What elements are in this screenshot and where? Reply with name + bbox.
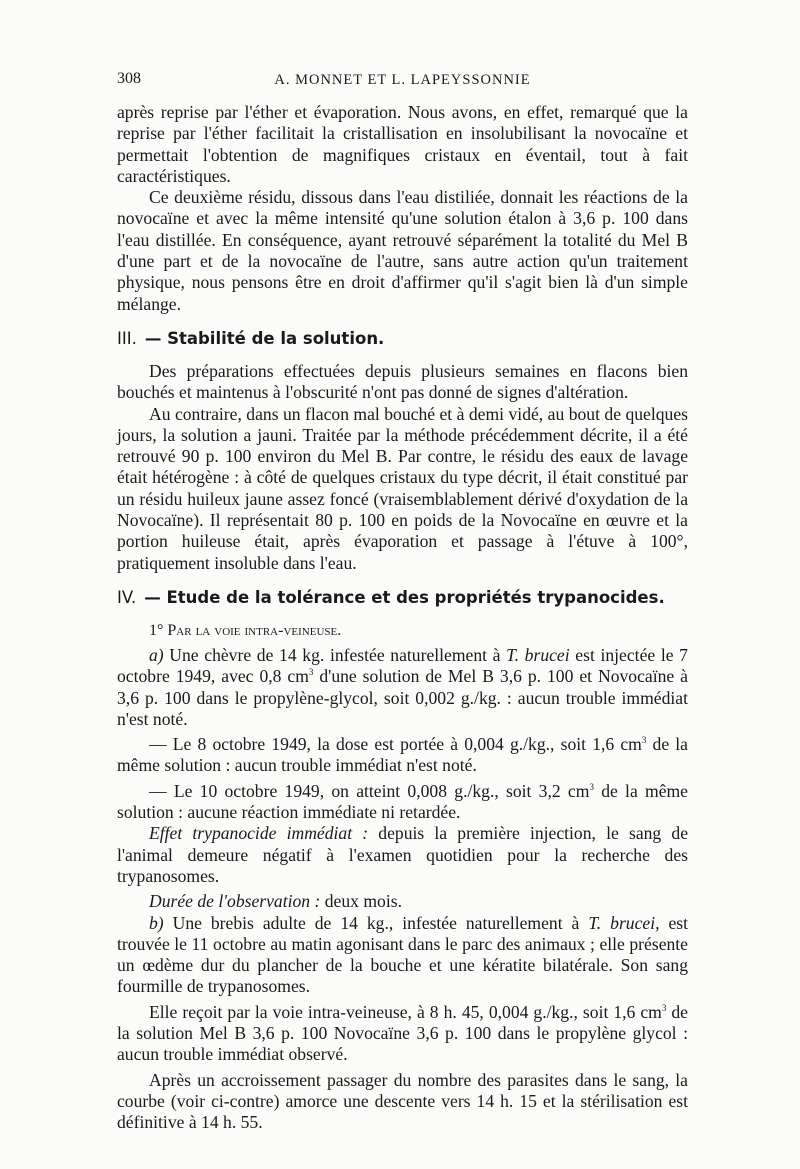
species-name: T. brucei, bbox=[588, 912, 660, 933]
paragraph-dose-oct8: — Le 8 octobre 1949, la dose est portée à 0,004 g./kg., soit 1,6 $cm^3$ de la même solution : aucun trouble immédiat n'est noté. bbox=[117, 734, 688, 776]
section-number: III. bbox=[117, 328, 137, 348]
paragraph-sterilisation: Après un accroissement passager du nombre des parasites dans le sang, la courbe (voir ci-contre) amorce une descente vers 14 h. 15 et la stérilisation est définitive à 14 h. 55. bbox=[117, 1069, 688, 1133]
subsection-title: Par la voie intra-veineuse. bbox=[167, 621, 342, 639]
subsection-heading bbox=[149, 620, 688, 641]
paragraph-contrary: Au contraire, dans un flacon mal bouché et à demi vidé, au bout de quelques jours, la solution a jauni. Traitée par la méthode précédemment décrite, il a été retrouvé 90 p. 100 environ du Mel B. Par contre, le résidu des eaux de lavage était hétérogène : à côté de quelques cristaux du type décrit, il était constitué par un résidu huileux jaune assez foncé (vraisemblablement dérivé d'oxydation de la Novocaïne). Il représentait 80 p. 100 en poids de la Novocaïne en œuvre et la portion huileuse était, après évaporation et passage à l'étuve à 100°, pratiquement insoluble dans l'eau. bbox=[117, 403, 688, 573]
paragraph-duration: Durée de l'observation : deux mois. bbox=[149, 891, 402, 912]
paragraph-injection: Elle reçoit par la voie intra-veineuse, à 8 h. 45, 0,004 g./kg., soit 1,6 $cm^3$ de la solution Mel B 3,6 p. 100 Novocaïne 3,6 p. 100 dans le propylène glycol : aucun trouble immédiat observé. bbox=[117, 1001, 688, 1065]
running-title: A. MONNET ET L. LAPEYSSONNIE bbox=[274, 72, 531, 88]
paragraph-second-residue: Ce deuxième résidu, dissous dans l'eau distiliée, donnait les réactions de la novocaïne et avec la même intensité qu'une solution étalon à 3,6 p. 100 dans l'eau distillée. En conséquence, ayant retrouvé séparément la totalité du Mel B d'une part et de la novocaïne de l'autre, sans autre action qu'un traitement physique, nous pensons être en droit d'affirmer qu'il s'agit bien là d'un simple mélange. bbox=[117, 187, 688, 314]
paragraph-preparations: Des préparations effectuées depuis plusieurs semaines en flacons bien bouchés et maintenus à l'obscurité n'ont pas donné de signes d'altération. bbox=[117, 360, 688, 403]
body-text bbox=[117, 102, 688, 1133]
effect-label: Effet trypanocide immédiat : bbox=[149, 823, 369, 844]
duration-label: Durée de l'observation : bbox=[149, 891, 321, 912]
paragraph-ewe: b) Une brebis adulte de 14 kg., infestée naturellement à T. brucei, est trouvée le 11 octobre au matin agonisant dans le parc des animaux ; elle présente un œdème dur du plancher de la bouche et une kératite bilatérale. Son sang fourmille de trypanosomes. bbox=[117, 912, 688, 997]
section-heading-stability bbox=[117, 329, 688, 349]
page-number: 308 bbox=[117, 70, 141, 87]
section-title: — Stabilité de la solution. bbox=[144, 328, 385, 348]
paragraph-goat: a) Une chèvre de 14 kg. infestée naturellement à T. brucei est injectée le 7 octobre 1949, avec 0,8 $cm^3$ d'une solution de Mel B 3,6 p. 100 et Novocaïne à 3,6 p. 100 dans le propylène-glycol, soit 0,002 g./kg. : aucun trouble immédiat n'est noté. bbox=[117, 644, 688, 729]
section-number: IV. bbox=[117, 587, 137, 607]
paragraph-continuation: après reprise par l'éther et évaporation. Nous avons, en effet, remarqué que la reprise par l'éther facilitait la cristallisation en insolubilisant la novocaïne et permettait l'obtention de magnifiques cristaux en éventail, tout à fait caractéristiques. bbox=[117, 102, 688, 186]
section-heading-tolerance bbox=[117, 588, 688, 608]
item-label: a) bbox=[149, 644, 164, 665]
subsection-number: 1° bbox=[149, 621, 164, 639]
page-header bbox=[117, 70, 688, 94]
item-label: b) bbox=[149, 912, 164, 933]
paragraph-effect: Effet trypanocide immédiat : depuis la première injection, le sang de l'animal demeure négatif à l'examen quotidien pour la recherche des trypanosomes. bbox=[117, 823, 688, 886]
species-name: T. brucei bbox=[506, 644, 570, 665]
section-title: — Etude de la tolérance et des propriétés trypanocides. bbox=[144, 587, 665, 607]
paragraph-dose-oct10: — Le 10 octobre 1949, on atteint 0,008 g./kg., soit 3,2 $cm^3$ de la même solution : aucune réaction immédiate ni retardée. bbox=[117, 780, 688, 823]
